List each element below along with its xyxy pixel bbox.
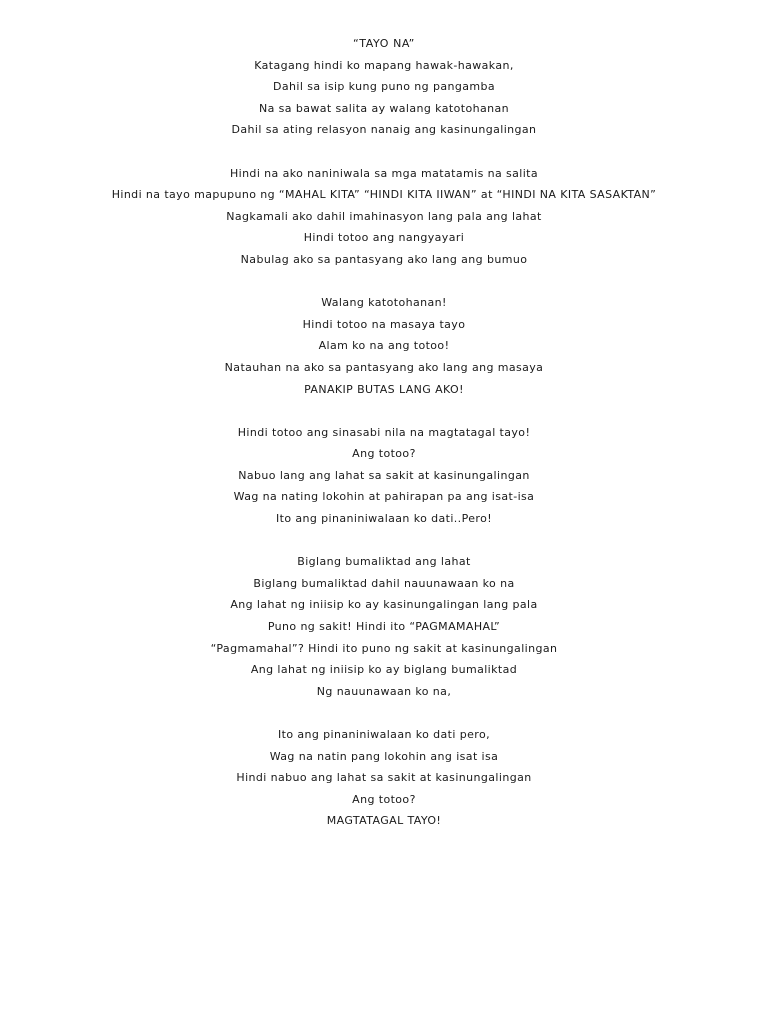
- poem-line: Wag na natin pang lokohin ang isat isa: [269, 749, 499, 763]
- poem-line: Hindi na tayo mapupuno ng “MAHAL KITA” “HINDI KITA IIWAN” at “HINDI NA KITA SASAKTAN”: [111, 188, 657, 202]
- poem-line: Natauhan na ako sa pantasyang ako lang ang masaya: [224, 360, 544, 374]
- poem-line: “Pagmamahal”? Hindi ito puno ng sakit at kasinungalingan: [210, 641, 558, 655]
- stanza: [0, 724, 768, 832]
- stanza: [0, 55, 768, 141]
- stanza: [0, 292, 768, 400]
- poem-line: Dahil sa ating relasyon nanaig ang kasinungalingan: [231, 123, 537, 137]
- poem-line: Wag na nating lokohin at pahirapan pa ang isat-isa: [233, 490, 535, 504]
- stanza: [0, 422, 768, 530]
- poem-line: Ang lahat ng iniisip ko ay biglang bumaliktad: [250, 663, 518, 677]
- poem-body: [0, 55, 768, 832]
- poem-line: Ang totoo?: [352, 792, 416, 806]
- poem-line: PANAKIP BUTAS LANG AKO!: [304, 382, 464, 396]
- poem-line: Nabulag ako sa pantasyang ako lang ang bumuo: [240, 252, 528, 266]
- poem-line: Ang lahat ng iniisip ko ay kasinungalingan lang pala: [230, 598, 538, 612]
- poem-line: Nagkamali ako dahil imahinasyon lang pala ang lahat: [226, 209, 542, 223]
- poem-line: Biglang bumaliktad ang lahat: [297, 555, 471, 569]
- poem-line: Alam ko na ang totoo!: [318, 339, 450, 353]
- poem-line: Ng nauunawaan ko na,: [316, 684, 452, 698]
- poem-line: Hindi nabuo ang lahat sa sakit at kasinungalingan: [236, 771, 532, 785]
- poem-line: Nabuo lang ang lahat sa sakit at kasinungalingan: [238, 468, 530, 482]
- poem-line: Ito ang pinaniniwalaan ko dati..Pero!: [275, 512, 493, 526]
- poem-line: Walang katotohanan!: [321, 296, 447, 310]
- poem-line: Ito ang pinaniniwalaan ko dati pero,: [278, 728, 490, 741]
- poem: [0, 33, 768, 832]
- poem-line: Puno ng sakit! Hindi ito “PAGMAMAHAL”: [267, 620, 501, 634]
- poem-line: Hindi totoo ang sinasabi nila na magtatagal tayo!: [237, 425, 531, 439]
- poem-line: Hindi totoo na masaya tayo: [302, 317, 466, 331]
- poem-line: Hindi na ako naniniwala sa mga matatamis na salita: [229, 166, 539, 180]
- poem-line: Biglang bumaliktad dahil nauunawaan ko na: [253, 576, 515, 590]
- poem-line: Ang totoo?: [352, 447, 416, 461]
- poem-line: MAGTATAGAL TAYO!: [326, 814, 442, 828]
- poem-line: Katagang hindi ko mapang hawak-hawakan,: [254, 58, 514, 72]
- poem-line: Na sa bawat salita ay walang katotohanan: [259, 101, 509, 115]
- stanza: [0, 163, 768, 271]
- poem-title: “TAYO NA”: [352, 37, 415, 50]
- poem-line: Hindi totoo ang nangyayari: [303, 231, 465, 245]
- poem-line: Dahil sa isip kung puno ng pangamba: [273, 80, 495, 94]
- stanza: [0, 551, 768, 702]
